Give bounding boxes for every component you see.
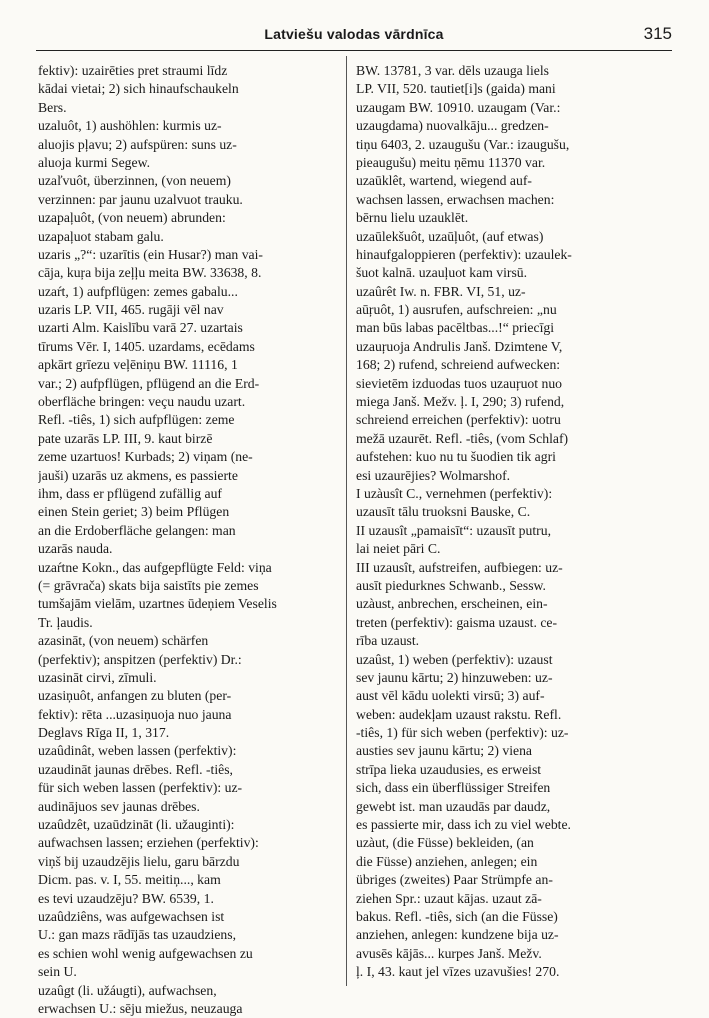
dictionary-line: -tiês, 1) für sich weben (perfektiv): uz-: [356, 725, 569, 741]
dictionary-line: (perfektiv); anspitzen (perfektiv) Dr.:: [38, 651, 242, 667]
dictionary-line: viņš bij uzaudzējis lielu, garu bārzdu: [38, 853, 240, 869]
dictionary-line: jauši) uzarās uz akmens, es passierte: [38, 467, 238, 483]
dictionary-line: Tr. ļaudis.: [38, 614, 93, 630]
dictionary-line: ļ. I, 43. kaut jel vīzes uzavušies! 270.: [356, 964, 560, 980]
dictionary-line: Bers.: [38, 99, 67, 115]
dictionary-line: uzasināt cirvi, zīmuli.: [38, 669, 157, 685]
dictionary-line: uzasiņuôt, anfangen zu bluten (per-: [38, 688, 232, 704]
dictionary-line: mežā uzaurēt. Refl. -tiês, (vom Schlaf): [356, 430, 569, 446]
dictionary-line: hinaufgaloppieren (perfektiv): uzaulek-: [356, 246, 572, 262]
dictionary-line: weben: audekļam uzaust rakstu. Refl.: [356, 706, 562, 722]
dictionary-line: (= grāvrača) skats bija saistīts pie zemes: [38, 577, 259, 593]
dictionary-line: schreiend erreichen (perfektiv): uotru: [356, 412, 561, 428]
dictionary-line: azasināt, (von neuem) schärfen: [38, 633, 209, 649]
running-title: Latviešu valodas vārdnīca: [264, 26, 444, 42]
dictionary-line: aluojis pļavu; 2) aufspüren: suns uz-: [38, 136, 237, 152]
dictionary-line: strīpa lieka uzaudusies, es erweist: [356, 761, 542, 777]
dictionary-line: sievietēm izduodas tuos uzauŗuot nuo: [356, 375, 563, 391]
dictionary-line: sich, dass ein überflüssiger Streifen: [356, 780, 551, 796]
dictionary-line: Refl. -tiês, 1) sich aufpflügen: zeme: [38, 412, 235, 428]
dictionary-line: uzaris „?“: uzarītis (ein Husar?) man vai-: [38, 246, 263, 262]
dictionary-line: fektiv): uzairēties pret straumi līdz: [38, 63, 228, 78]
dictionary-line: uzaûgt (li. užáugti), aufwachsen,: [38, 982, 217, 998]
dictionary-line: uzausīt tālu truoksni Bauske, C.: [356, 504, 531, 520]
dictionary-line: šuot kalnā. uzauļuot kam virsū.: [356, 265, 528, 281]
dictionary-line: oberfläche bringen: veçu naudu uzart.: [38, 394, 246, 410]
dictionary-line: aufwachsen lassen; erziehen (perfektiv):: [38, 835, 259, 851]
dictionary-line: wachsen lassen, erwachsen machen:: [356, 191, 555, 207]
dictionary-line: bakus. Refl. -tiês, sich (an die Füsse): [356, 908, 558, 924]
dictionary-line: avusēs kājās... kurpes Janš. Mežv.: [356, 945, 542, 961]
dictionary-line: uzaūklêt, wartend, wiegend auf-: [356, 173, 532, 189]
dictionary-line: II uzausît „pamaisīt“: uzausīt putru,: [356, 522, 551, 538]
page-number: 315: [643, 24, 672, 43]
dictionary-line: es schien wohl wenig aufgewachsen zu: [38, 945, 253, 961]
dictionary-line: austies sev jaunu kārtu; 2) viena: [356, 743, 532, 759]
dictionary-line: uzàust, anbrechen, erscheinen, ein-: [356, 596, 548, 612]
dictionary-line: uzaudināt jaunas drēbes. Refl. -tiês,: [38, 761, 233, 777]
right-column: [356, 62, 672, 982]
dictionary-line: uzaugam BW. 10910. uzaugam (Var.:: [356, 99, 561, 115]
dictionary-line: rība uzaust.: [356, 633, 420, 649]
dictionary-line: es tevi uzaudzēju? BW. 6539, 1.: [38, 890, 214, 906]
dictionary-line: uzaluôt, 1) aushöhlen: kurmis uz-: [38, 118, 222, 134]
dictionary-line: fektiv): rēta ...uzasiņuoja nuo jauna: [38, 706, 232, 722]
header-rule: [36, 50, 672, 51]
dictionary-line: BW. 13781, 3 var. dēls uzauga liels: [356, 63, 549, 78]
dictionary-line: pieaugušu) meitu ņēmu 11370 var.: [356, 154, 546, 170]
left-column: [38, 62, 338, 1018]
dictionary-line: aust vēl kādu uolekti virsū; 3) auf-: [356, 688, 545, 704]
column-divider: [346, 56, 347, 986]
dictionary-line: uzaŕt, 1) aufpflügen: zemes gabalu...: [38, 283, 238, 299]
dictionary-line: ihm, dass er pflügend zufällig auf: [38, 485, 222, 501]
dictionary-line: uzaûdzêt, uzaūdzināt (li. užauginti):: [38, 817, 235, 833]
dictionary-line: die Füsse) anziehen, anlegen; ein: [356, 853, 538, 869]
dictionary-line: treten (perfektiv): gaisma uzaust. ce-: [356, 614, 558, 630]
dictionary-line: cāja, kuŗa bija zeļļu meita BW. 33638, 8.: [38, 265, 262, 281]
dictionary-line: uzaûdinât, weben lassen (perfektiv):: [38, 743, 237, 759]
dictionary-line: einen Stein geriet; 3) beim Pflügen: [38, 504, 230, 520]
dictionary-line: ausīt piedurknes Schwanb., Sessw.: [356, 577, 546, 593]
dictionary-line: Deglavs Rīga II, 1, 317.: [38, 725, 170, 741]
dictionary-line: 168; 2) rufend, schreiend aufwecken:: [356, 357, 561, 373]
dictionary-line: I uzàusît C., vernehmen (perfektiv):: [356, 485, 553, 501]
dictionary-line: uzarti Alm. Kaislību varā 27. uzartais: [38, 320, 243, 336]
dictionary-line: uzaûdziêns, was aufgewachsen ist: [38, 908, 225, 924]
dictionary-line: uzapaļuôt, (von neuem) abrunden:: [38, 210, 226, 226]
dictionary-line: sev jaunu kārtu; 2) hinzuweben: uz-: [356, 669, 553, 685]
dictionary-line: III uzausît, aufstreifen, aufbiegen: uz-: [356, 559, 563, 575]
dictionary-line: var.; 2) aufpflügen, pflügend an die Erd-: [38, 375, 260, 391]
dictionary-line: an die Erdoberfläche gelangen: man: [38, 522, 236, 538]
dictionary-line: verzinnen: par jaunu uzalvuot trauku.: [38, 191, 243, 207]
dictionary-line: übriges (zweites) Paar Strümpfe an-: [356, 872, 553, 888]
dictionary-line: tiņu 6403, 2. uzaugušu (Var.: izaugušu,: [356, 136, 570, 152]
dictionary-line: uzarās nauda.: [38, 541, 113, 557]
dictionary-line: es passierte mir, dass ich zu viel webte.: [356, 817, 571, 833]
dictionary-line: Dicm. pas. v. I, 55. meitiņ..., kam: [38, 872, 221, 888]
dictionary-line: bērnu lielu uzauklēt.: [356, 210, 469, 226]
dictionary-line: gewebt ist. man uzaudās par daudz,: [356, 798, 551, 814]
dictionary-line: uzaûrêt Iw. n. FBR. VI, 51, uz-: [356, 283, 526, 299]
dictionary-line: uzaûst, 1) weben (perfektiv): uzaust: [356, 651, 553, 667]
dictionary-line: uzaris LP. VII, 465. rugāji vēl nav: [38, 302, 224, 318]
dictionary-line: kādai vietai; 2) sich hinaufschaukeln: [38, 81, 239, 97]
dictionary-line: uzaūlekšuôt, uzaūļuôt, (auf etwas): [356, 228, 544, 244]
dictionary-line: aluoja kurmi Segew.: [38, 154, 151, 170]
dictionary-line: tumšajām vielām, uzartnes ūdeņiem Veselis: [38, 596, 277, 612]
dictionary-line: aufstehen: kuo nu tu šuodien tik agri: [356, 449, 556, 465]
dictionary-line: uzaŕtne Kokn., das aufgepflügte Feld: viņa: [38, 559, 272, 575]
dictionary-line: uzàut, (die Füsse) bekleiden, (an: [356, 835, 534, 851]
dictionary-line: lai neiet pāri C.: [356, 541, 441, 557]
dictionary-line: pate uzarās LP. III, 9. kaut birzē: [38, 430, 213, 446]
dictionary-line: esi uzaurējies? Wolmarshof.: [356, 467, 511, 483]
dictionary-line: tīrums Vēr. I, 1405. uzardams, ecēdams: [38, 338, 255, 354]
dictionary-line: miega Janš. Mežv. ļ. I, 290; 3) rufend,: [356, 394, 565, 410]
dictionary-line: uzaugdama) nuovalkāju... gredzen-: [356, 118, 549, 134]
dictionary-line: uzapaļuot stabam galu.: [38, 228, 164, 244]
page-header: [36, 22, 672, 48]
dictionary-line: zeme uzartuos! Kurbads; 2) viņam (ne-: [38, 449, 253, 465]
dictionary-line: audinājuos sev jaunas drēbes.: [38, 798, 200, 814]
dictionary-line: apkārt grīezu veļēniņu BW. 11116, 1: [38, 357, 238, 373]
dictionary-line: für sich weben lassen (perfektiv): uz-: [38, 780, 243, 796]
dictionary-line: ziehen Spr.: uzaut kājas. uzaut zā-: [356, 890, 542, 906]
dictionary-line: LP. VII, 520. tautiet[i]s (gaida) mani: [356, 81, 556, 97]
dictionary-line: uzauŗuoja Andrulis Janš. Dzimtene V,: [356, 338, 563, 354]
dictionary-line: anziehen, anlegen: kundzene bija uz-: [356, 927, 559, 943]
dictionary-line: aūŗuôt, 1) ausrufen, aufschreien: „nu: [356, 302, 557, 318]
dictionary-line: sein U.: [38, 964, 77, 980]
dictionary-line: U.: gan mazs rādījās tas uzaudziens,: [38, 927, 237, 943]
dictionary-line: erwachsen U.: sēju miežus, neuzauga: [38, 1000, 243, 1016]
dictionary-line: uzaľvuôt, überzinnen, (von neuem): [38, 173, 231, 189]
dictionary-line: man būs labas pacēltbas...!“ priecīgi: [356, 320, 555, 336]
